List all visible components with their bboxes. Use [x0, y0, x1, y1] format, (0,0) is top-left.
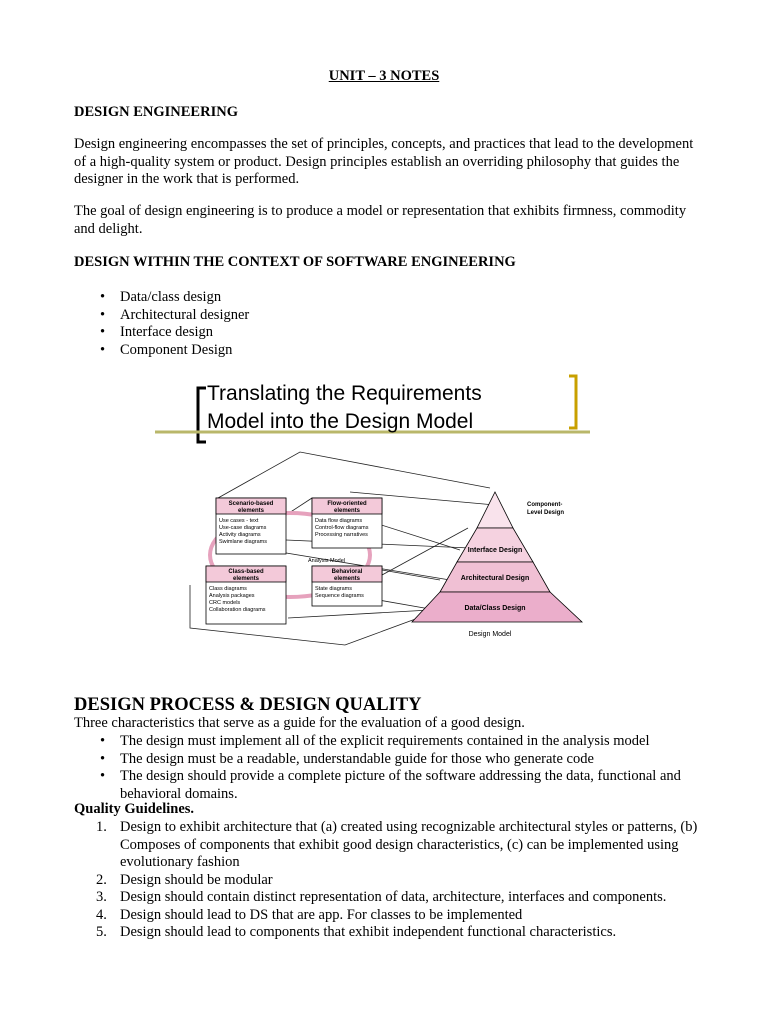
svg-text:State diagrams: State diagrams: [315, 586, 352, 592]
list-item: 1. Design to exhibit architecture that (a) created using recognizable architectural styles or patterns, (b) Composes of components that exhibit good design characteristics, (c) can be implemented using evolutionary fashion: [96, 819, 698, 870]
svg-text:Analysis packages: Analysis packages: [209, 593, 255, 599]
svg-text:Collaboration diagrams: Collaboration diagrams: [209, 607, 266, 613]
component-level-label-2: Level Design: [527, 510, 565, 516]
svg-text:Data flow diagrams: Data flow diagrams: [315, 518, 363, 524]
figure-title-line-1: Translating the Requirements: [207, 382, 482, 405]
list-item: • Architectural designer: [74, 307, 674, 325]
list-item: • The design must implement all of the explicit requirements contained in the analysis model: [74, 733, 714, 751]
svg-text:Scenario-based: Scenario-based: [228, 501, 274, 507]
svg-text:Activity diagrams: Activity diagrams: [219, 532, 261, 538]
flow-elements-box: [312, 498, 382, 548]
quality-guidelines-list: [74, 819, 714, 942]
data-class-design-label: Data/Class Design: [464, 605, 526, 612]
svg-text:Use cases - text: Use cases - text: [219, 518, 259, 524]
analysis-model-caption: Analysis Model: [308, 558, 345, 564]
svg-text:Swimlane diagrams: Swimlane diagrams: [219, 539, 267, 545]
svg-text:elements: elements: [232, 576, 260, 582]
svg-text:elements: elements: [333, 508, 361, 514]
svg-text:Flow-oriented: Flow-oriented: [327, 501, 367, 507]
design-process-heading: DESIGN PROCESS & DESIGN QUALITY: [74, 695, 422, 715]
list-item: 3. Design should contain distinct representation of data, architecture, interfaces and components.: [96, 889, 667, 905]
svg-text:elements: elements: [333, 576, 361, 582]
design-engineering-paragraph-2: The goal of design engineering is to produce a model or representation that exhibits firmness, commodity and delight.: [74, 203, 687, 237]
svg-text:Class diagrams: Class diagrams: [209, 586, 247, 592]
svg-text:elements: elements: [237, 508, 265, 514]
list-item: 2. Design should be modular: [96, 871, 273, 888]
design-engineering-paragraph-1: Design engineering encompasses the set of principles, concepts, and practices that lead to the development of a high-quality system or product. Design principles establish an overriding philosophy that guides the designer in the work that is performed.: [74, 136, 694, 187]
list-item: • Data/class design: [74, 289, 674, 307]
left-bracket: [198, 388, 206, 442]
svg-text:CRC models: CRC models: [209, 600, 241, 606]
list-item: 4. Design should lead to DS that are app. For classes to be implemented: [96, 906, 523, 923]
svg-text:Class-based: Class-based: [228, 569, 264, 575]
figure-title-line-2: Model into the Design Model: [207, 410, 474, 433]
design-model-figure: [150, 370, 600, 652]
class-elements-box: [206, 566, 286, 624]
list-item: • Interface design: [74, 324, 674, 342]
list-item: • The design should provide a complete picture of the software addressing the data, functional and behavioral domains.: [74, 768, 714, 803]
design-characteristics-list: [74, 733, 714, 803]
design-pyramid: [412, 492, 582, 638]
right-bracket: [569, 376, 576, 428]
interface-design-label: Interface Design: [467, 547, 523, 554]
design-process-intro: Three characteristics that serve as a guide for the evaluation of a good design.: [74, 715, 525, 731]
quality-guidelines-heading: Quality Guidelines.: [74, 801, 195, 817]
architectural-design-label: Architectural Design: [460, 575, 530, 582]
context-bullet-list: [74, 289, 674, 359]
svg-text:Sequence diagrams: Sequence diagrams: [315, 593, 364, 599]
list-item: • The design must be a readable, understandable guide for those who generate code: [74, 751, 714, 769]
svg-text:Processing narratives: Processing narratives: [315, 532, 368, 538]
unit-title: UNIT – 3 NOTES: [328, 68, 440, 84]
component-level-label-1: Component-: [527, 502, 563, 508]
list-item: 5. Design should lead to components that exhibit independent functional characteristics.: [96, 924, 617, 940]
design-engineering-heading: DESIGN ENGINEERING: [74, 104, 238, 120]
scenario-elements-box: [216, 498, 286, 554]
svg-text:Use-case diagrams: Use-case diagrams: [219, 525, 267, 531]
design-model-caption: Design Model: [468, 631, 512, 638]
context-heading: DESIGN WITHIN THE CONTEXT OF SOFTWARE ENGINEERING: [74, 254, 516, 270]
svg-text:Behavioral: Behavioral: [331, 569, 363, 575]
list-item: • Component Design: [74, 342, 674, 360]
svg-text:Control-flow diagrams: Control-flow diagrams: [315, 525, 369, 531]
behavioral-elements-box: [312, 566, 382, 606]
